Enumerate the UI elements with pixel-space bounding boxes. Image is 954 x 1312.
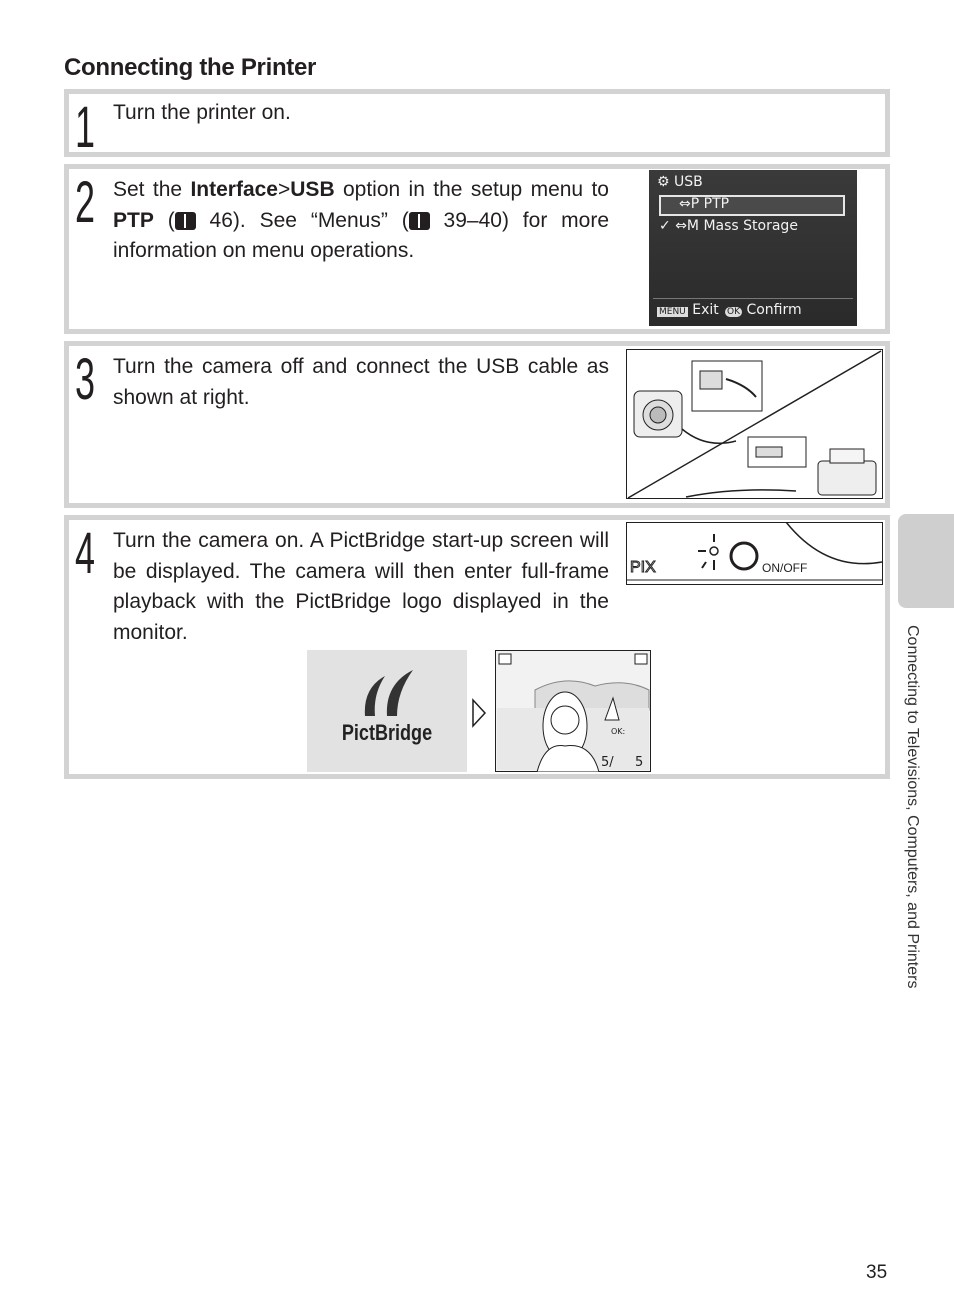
step-text: Turn the printer on. — [113, 101, 291, 124]
on-off-label: ON/OFF — [762, 561, 808, 575]
step-4 — [64, 515, 890, 779]
chapter-tab — [898, 514, 954, 608]
usb-icon: ⇔P — [679, 196, 704, 212]
playback-screen — [495, 650, 651, 772]
step-text: Turn the camera on. A PictBridge start-up screen will be displayed. The camera will then enter full-frame playback with the PictBridge logo displayed in the monitor. — [113, 529, 609, 644]
menu-confirm-hint: OK Confirm — [727, 302, 802, 318]
usb-menu-screen — [649, 170, 857, 326]
step-number: 1 — [75, 95, 96, 160]
pictbridge-logo-text: PictBridge — [341, 720, 433, 745]
step-3 — [64, 341, 890, 508]
step-number: 2 — [75, 170, 96, 235]
usb-icon: ⇔M — [675, 218, 704, 234]
chapter-label: Connecting to Televisions, Computers, and Printers — [904, 625, 921, 989]
camera-illustration — [634, 391, 682, 437]
menu-exit-hint: MENU Exit — [659, 302, 719, 318]
step-text: Turn the camera off and connect the USB cable as shown at right. — [113, 355, 609, 409]
menu-header: ⚙ USB — [657, 174, 703, 190]
reference-icon — [175, 212, 196, 230]
pictbridge-logo-icon — [359, 668, 419, 718]
setup-icon: ⚙ — [657, 174, 670, 190]
image-mode-icon — [635, 654, 647, 664]
brand-text: PIX — [630, 559, 656, 576]
step-2 — [64, 164, 890, 334]
pictbridge-startup-screen — [307, 650, 467, 772]
total-frames: 5 — [635, 755, 644, 770]
menu-option-ptp: ⇔P PTP — [679, 196, 730, 212]
step-1 — [64, 89, 890, 160]
page-title: Connecting the Printer — [64, 54, 317, 81]
usb-connection-illustration — [626, 349, 884, 500]
step-number: 4 — [75, 521, 96, 586]
arrow-right-icon — [471, 698, 487, 728]
camera-top-illustration — [626, 522, 884, 586]
ok-print-label: OK: — [611, 727, 626, 736]
divider — [653, 298, 853, 299]
reference-icon — [409, 212, 430, 230]
frame-counter: 5/ — [601, 755, 614, 770]
step-number: 3 — [75, 347, 96, 412]
menu-option-mass-storage: ✓ ⇔M Mass Storage — [659, 218, 798, 234]
check-icon: ✓ — [659, 218, 671, 234]
page-number: 35 — [866, 1262, 888, 1283]
pictbridge-indicator-icon — [499, 654, 511, 664]
power-lamp-icon — [710, 547, 718, 555]
step-text: Set the Interface>USB option in the setup menu to PTP ( 46). See “Menus” ( 39–40) for more information on menu operations. — [113, 178, 610, 262]
